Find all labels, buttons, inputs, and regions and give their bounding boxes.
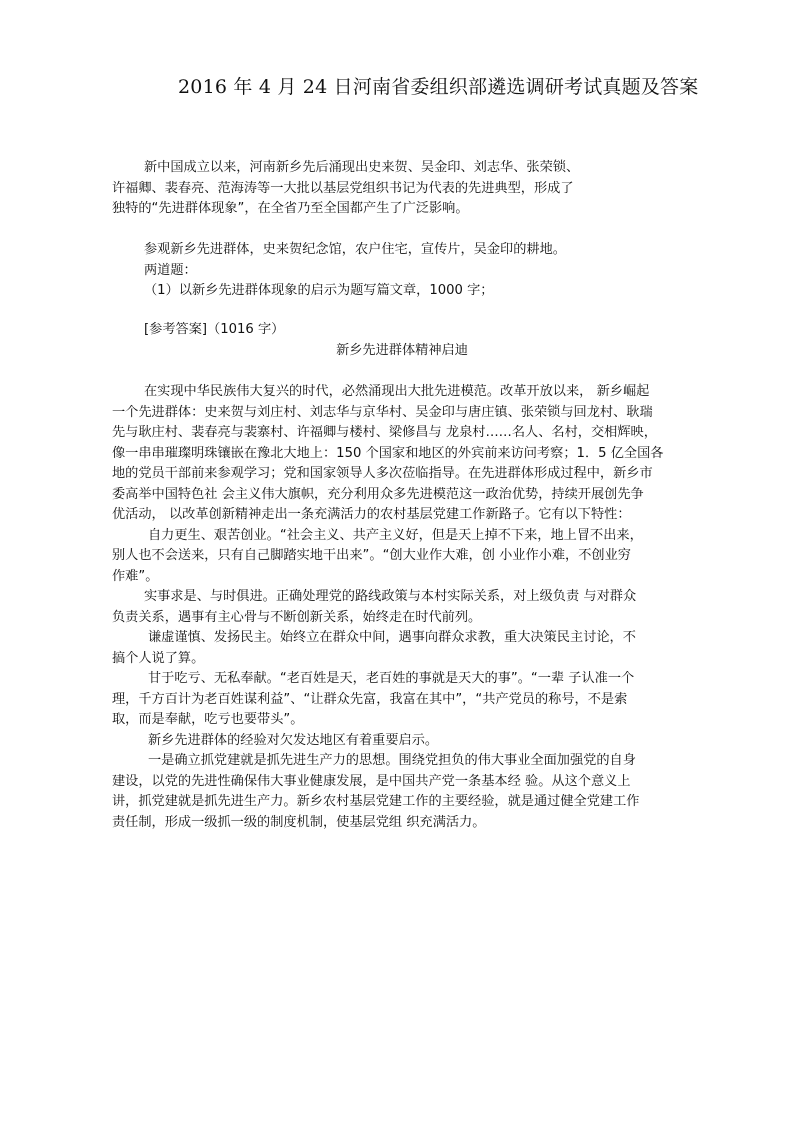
text-line: （1）以新乡先进群体现象的启示为题写篇文章，1000 字； [144,283,494,298]
answer-body [112,382,692,833]
text-line: 自力更生、艰苦创业。“社会主义、共产主义好，但是天上掉不下来，地上冒不出来， [148,527,643,543]
text-line: 建设，以党的先进性确保伟大事业健康发展，是中国共产党一条基本经 验。从这个意义上 [112,773,631,789]
text-line: 甘于吃亏、无私奉献。“老百姓是天，老百姓的事就是天大的事”。“一辈 子认准一个 [148,671,635,686]
text-line: 独特的“先进群体现象”，在全省乃至全国都产生了广泛影响。 [112,201,469,216]
text-line: 理，千方百计为老百姓谋利益”、“让群众先富，我富在其中”，“共产党员的称号，不是索 [112,691,628,707]
text-line: 在实现中华民族伟大复兴的时代，必然涌现出大批先进模范。改革开放以来， 新乡崛起 [144,384,650,399]
answer-label: [参考答案]（1016 字） [144,322,285,337]
answer-title: 新乡先进群体精神启迪 [336,342,468,358]
text-line: 委高举中国特色社 会主义伟大旗帜，充分利用众多先进模范这一政治优势，持续开展创先争 [112,486,644,502]
text-line: 实事求是、与时俱进。正确处理党的路线政策与本村实际关系，对上级负责 与对群众 [144,589,637,604]
text-line: 别人也不会送来，只有自己脚踏实地干出来”。“创大业作大难，创 小业作小难，不创业穷 [112,548,631,563]
text-line: 搞个人说了算。 [112,650,205,666]
text-line: 一是确立抓党建就是抓先进生产力的思想。围绕党担负的伟大事业全面加强党的自身 [148,753,636,768]
text-line: 新中国成立以来，河南新乡先后涌现出史来贺、吴金印、刘志华、张荣锁、 [144,160,580,175]
text-line: 优活动， 以改革创新精神走出一条充满活力的农村基层党建工作新路子。它有以下特性： [112,507,631,522]
question-section [112,240,692,302]
text-line: 像一串串璀璨明珠镶嵌在豫北大地上：150 个国家和地区的外宾前来访问考察；1．5 亿全国各 [112,445,664,461]
text-line: 负责关系，遇事有主心骨与不断创新关系，始终走在时代前列。 [112,609,482,625]
document-title: 2016 年 4 月 24 日河南省委组织部遴选调研考试真题及答案 [178,76,699,98]
text-line: 参观新乡先进群体，史来贺纪念馆，农户住宅，宣传片，吴金印的耕地。 [144,242,566,257]
text-line: 责任制，形成一级抓一级的制度机制，使基层党组 织充满活力。 [112,814,486,830]
text-line: 一个先进群体：史来贺与刘庄村、刘志华与京华村、吴金印与唐庄镇、张荣锁与回龙村、耿瑞 [112,404,653,420]
text-line: 新乡先进群体的经验对欠发达地区有着重要启示。 [148,732,439,748]
text-line: 谦虚谨慎、发扬民主。始终立在群众中间，遇事向群众求教，重大决策民主讨论，不 [148,630,636,645]
text-line: 作难”。 [112,568,159,584]
intro-paragraph [112,158,692,220]
text-line: 许福卿、裴春亮、范海涛等一大批以基层党组织书记为代表的先进典型，形成了 [112,180,574,196]
text-line: 讲，抓党建就是抓先进生产力。新乡农村基层党建工作的主要经验，就是通过健全党建工作 [112,794,640,809]
answer-header [112,320,692,361]
text-line: 两道题： [144,262,197,278]
text-line: 先与耿庄村、裴春亮与裴寨村、许福卿与楼村、梁修昌与 龙泉村……名人、名村，交相辉映， [112,425,657,440]
text-line: 地的党员干部前来参观学习；党和国家领导人多次莅临指导。在先进群体形成过程中，新乡市 [112,466,653,481]
text-line: 取，而是奉献，吃亏也要带头”。 [112,712,304,727]
